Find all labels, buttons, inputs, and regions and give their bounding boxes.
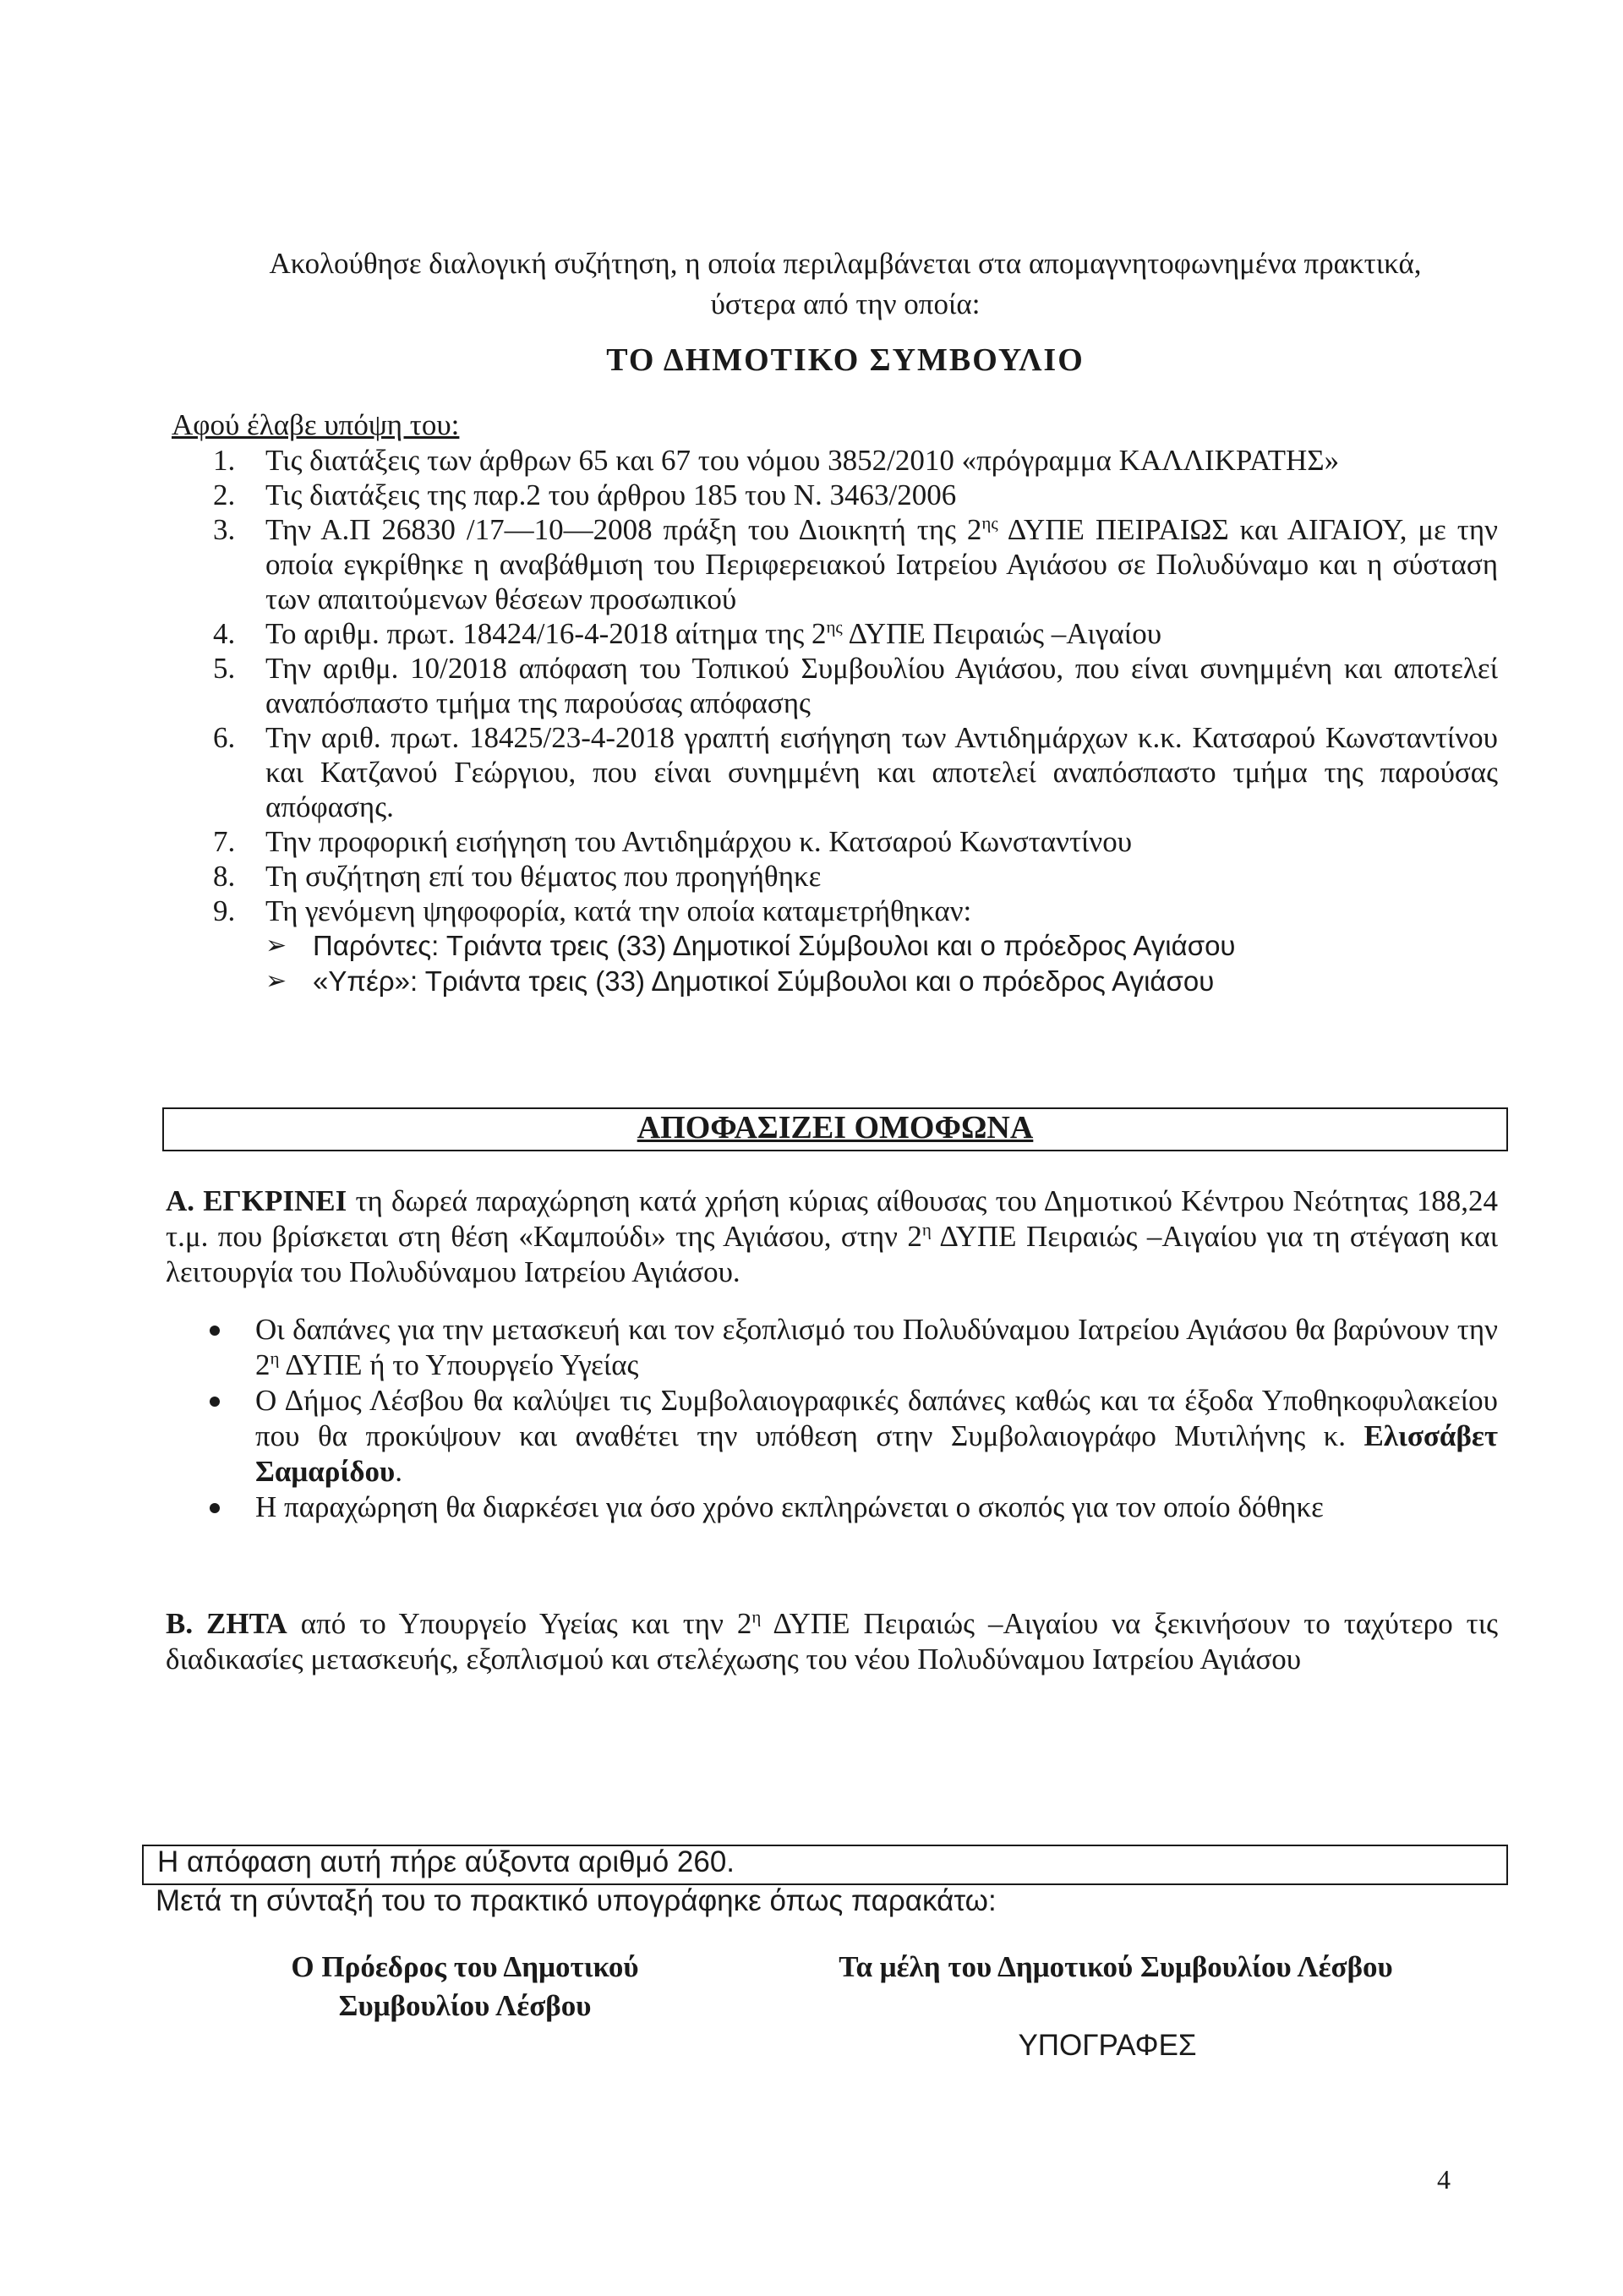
section-b-text: ΔΥΠΕ Πειραιώς –Αιγαίου να ξεκινήσουν το ταχύτερο τις διαδικασίες μετασκευής, εξοπλισμού και στελέχωσης του νέου Πολυδύναμου Ιατρείου Αγιάσου [166,1607,1499,1676]
item-text-part: Την Α.Π 26830 /17—10—2008 πράξη του Διοικητή της 2 [265,513,982,546]
section-a [166,1184,1498,1290]
point-text: Η παραχώρηση θα διαρκέσει για όσο χρόνο εκπληρώνεται ο σκοπός για τον οποίο δόθηκε [255,1490,1324,1523]
president-title-line-2: Συμβουλίου Λέσβου [338,1989,592,2022]
section-b-text: από το Υπουργείο Υγείας και την 2 [287,1607,752,1640]
bullet-dot-icon [210,1503,220,1513]
intro-line-1: Ακολούθησε διαλογική συζήτηση, η οποία περιλαμβάνεται στα απομαγνητοφωνημένα πρακτικά, [269,247,1422,280]
section-a-text: τη δωρεά παραχώρηση κατά χρήση κύριας αίθουσας του Δημοτικού Κέντρου Νεότητας 188,24 τ.μ. που βρίσκεται στη θέση «Καμπούδι» της Αγιάσου, στην 2 [166,1184,1498,1253]
point-text: Ο Δήμος Λέσβου θα καλύψει τις Συμβολαιογραφικές δαπάνες καθώς και τα έξοδα Υποθηκοφυλακείου που θα προκύψουν και αναθέτει την υπόθεση στην Συμβολαιογράφο Μυτιλήνης κ. [255,1384,1498,1452]
vote-list [265,928,1498,999]
bullet-dot-icon [210,1326,220,1336]
superscript: ης [981,512,998,533]
item-number: 1. [213,444,236,477]
point-text: . [395,1455,402,1488]
members-signature-block: Τα μέλη του Δημοτικού Συμβουλίου Λέσβου [839,1950,1393,1983]
decision-number: Η απόφαση αυτή πήρε αύξοντα αριθμό 260. [157,1845,735,1878]
item-text [265,512,1498,616]
section-a-points [201,1312,1498,1525]
list-item [213,616,1498,651]
item-text: Τις διατάξεις των άρθρων 65 και 67 του νόμου 3852/2010 «πρόγραμμα ΚΑΛΛΙΚΡΑΤΗΣ» [265,444,1340,477]
point-text: Οι δαπάνες για την μετασκευή και τον εξοπλισμό του Πολυδύναμου Ιατρείου Αγιάσου θα βαρύνουν την 2 [255,1313,1498,1381]
point-text: ΔΥΠΕ ή το Υπουργείο Υγείας [279,1348,639,1381]
item-text-part: ΔΥΠΕ ΠΕΙΡΑΙΩΣ και ΑΙΓΑΙΟΥ, με την οποία εγκρίθηκε η αναβάθμιση του Περιφερειακού Ιατρείου Αγιάσου σε Πολυδύναμο και η σύσταση των απαιτούμενων θέσεων προσωπικού [265,513,1498,615]
signing-note: Μετά τη σύνταξή του το πρακτικό υπογράφηκε όπως παρακάτω: [156,1884,997,1917]
arrow-bullet-icon: ➢ [265,966,287,996]
item-number: 2. [213,478,236,511]
list-item [201,1312,1498,1383]
section-a-text: ΔΥΠΕ Πειραιώς –Αιγαίου για τη στέγαση και λειτουργία του Πολυδύναμου Ιατρείου Αγιάσου. [166,1220,1498,1288]
council-title: ΤΟ ΔΗΜΟΤΙΚΟ ΣΥΜΒΟΥΛΙΟ [606,342,1085,378]
item-number: 7. [213,825,236,858]
section-b [166,1606,1498,1677]
list-item [213,894,1498,999]
signatures-label: ΥΠΟΓΡΑΦΕΣ [1018,2029,1197,2062]
item-text: Τη γενόμενη ψηφοφορία, κατά την οποία καταμετρήθηκαν: [265,894,972,927]
list-item [213,478,1498,512]
list-item [201,1490,1498,1525]
list-item [213,859,1498,894]
vote-text: «Υπέρ»: Τριάντα τρεις (33) Δημοτικοί Σύμβουλοι και ο πρόεδρος Αγιάσου [313,965,1215,997]
vote-text: Παρόντες: Τριάντα τρεις (33) Δημοτικοί Σύμβουλοι και ο πρόεδρος Αγιάσου [313,930,1236,961]
superscript: ης [826,616,843,637]
list-item [213,512,1498,616]
vote-item [265,964,1498,999]
considerations-list [213,443,1498,999]
item-number: 6. [213,721,236,754]
item-text: Την αριθμ. 10/2018 απόφαση του Τοπικού Συμβουλίου Αγιάσου, που είναι συνημμένη και αποτελεί αναπόσπαστο τμήμα της παρούσας απόφασης [265,652,1498,719]
president-title-line-1: Ο Πρόεδρος του Δημοτικού [291,1950,639,1983]
list-item [213,651,1498,720]
intro-paragraph [169,243,1522,325]
superscript: η [751,1606,762,1627]
section-b-lead: Β. ΖΗΤΑ [166,1607,287,1640]
list-item [201,1383,1498,1490]
section-a-lead: Α. ΕΓΚΡΙΝΕΙ [166,1184,347,1217]
superscript: η [270,1348,280,1369]
arrow-bullet-icon: ➢ [265,931,287,960]
superscript: η [921,1219,932,1240]
page-number: 4 [1437,2164,1451,2195]
president-signature-block [228,1948,702,2025]
item-text: Τις διατάξεις της παρ.2 του άρθρου 185 του Ν. 3463/2006 [265,478,957,511]
item-number: 9. [213,894,236,927]
item-text: Την αριθ. πρωτ. 18425/23-4-2018 γραπτή εισήγηση των Αντιδημάρχων κ.κ. Κατσαρού Κωνσταντίνου και Κατζανού Γεώργιου, που είναι συνημμένη και αποτελεί αναπόσπαστο τμήμα της παρούσας απόφασης. [265,721,1498,823]
item-text [265,616,1498,651]
item-text: Τη συζήτηση επί του θέματος που προηγήθηκε [265,860,822,893]
item-number: 4. [213,617,236,650]
item-number: 8. [213,860,236,893]
list-item [213,720,1498,824]
vote-item [265,928,1498,964]
considering-label: Αφού έλαβε υπόψη του: [172,408,460,441]
item-number: 5. [213,652,236,685]
item-number: 3. [213,513,236,546]
intro-line-2: ύστερα από την οποία: [710,287,981,320]
list-item [213,824,1498,859]
item-text-part: ΔΥΠΕ Πειραιώς –Αιγαίου [842,617,1162,650]
item-text: Την προφορική εισήγηση του Αντιδημάρχου κ. Κατσαρού Κωνσταντίνου [265,825,1133,858]
bullet-dot-icon [210,1397,220,1407]
item-text-part: Το αριθμ. πρωτ. 18424/16-4-2018 αίτημα της 2 [265,617,827,650]
decision-title: ΑΠΟΦΑΣΙΖΕΙ ΟΜΟΦΩΝΑ [637,1110,1034,1145]
list-item [213,443,1498,478]
notary-name: Ελισσάβετ Σαμαρίδου [255,1419,1498,1488]
